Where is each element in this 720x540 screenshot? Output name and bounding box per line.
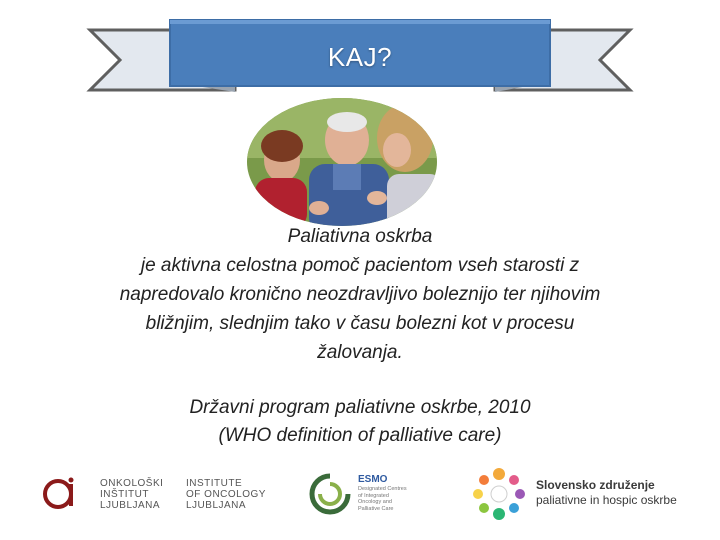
esmo-caption-line: Oncology and: [358, 499, 392, 505]
definition-line: Paliativna oskrba: [287, 226, 433, 247]
slovensko-zdruzenje-logo: [536, 478, 677, 508]
logo-line: LJUBLJANA: [186, 500, 247, 511]
logo-line: INŠTITUT: [100, 489, 149, 500]
source-line: Državni program paliativne oskrbe, 2010: [189, 397, 531, 418]
source-line: (WHO definition of palliative care): [218, 425, 502, 446]
title-banner: [0, 0, 720, 100]
logo-line: ONKOLOŠKI: [100, 478, 164, 489]
institute-of-oncology-logo: [186, 478, 266, 511]
logo-line: LJUBLJANA: [100, 500, 161, 511]
esmo-caption-line: of Integrated: [358, 492, 389, 499]
definition-line: je aktivna celostna pomoč pacientom vseh starosti z: [140, 255, 580, 276]
slovensko-zdruzenje-emblem-icon: [470, 464, 528, 527]
esmo-logo: [358, 474, 407, 512]
logo-line: INSTITUTE: [186, 478, 243, 489]
logo-line: Slovensko združenje: [536, 478, 655, 492]
definition-line: bližnjim, slednjim tako v času bolezni kot v procesu: [145, 313, 575, 334]
partner-logos: [0, 460, 720, 530]
definition-source: [40, 394, 680, 450]
esmo-caption-line: Designated Centres: [358, 486, 407, 492]
definition-line: napredovalo kronično neozdravljivo boleznijo ter njihovim: [119, 284, 601, 305]
logo-line: paliativne in hospic oskrbe: [536, 493, 677, 507]
esmo-emblem-icon: [308, 472, 352, 521]
definition-line: žalovanja.: [317, 342, 403, 363]
onkoloski-institut-logo: [100, 478, 163, 511]
esmo-caption-line: Palliative Care: [358, 505, 394, 512]
family-caregivers-photo: [247, 98, 437, 226]
logo-line: OF ONCOLOGY: [186, 489, 266, 500]
palliative-care-definition: [40, 222, 680, 367]
banner-title: KAJ?: [327, 41, 393, 72]
esmo-name: ESMO: [358, 474, 388, 485]
onkoloski-institut-icon: [42, 476, 82, 517]
